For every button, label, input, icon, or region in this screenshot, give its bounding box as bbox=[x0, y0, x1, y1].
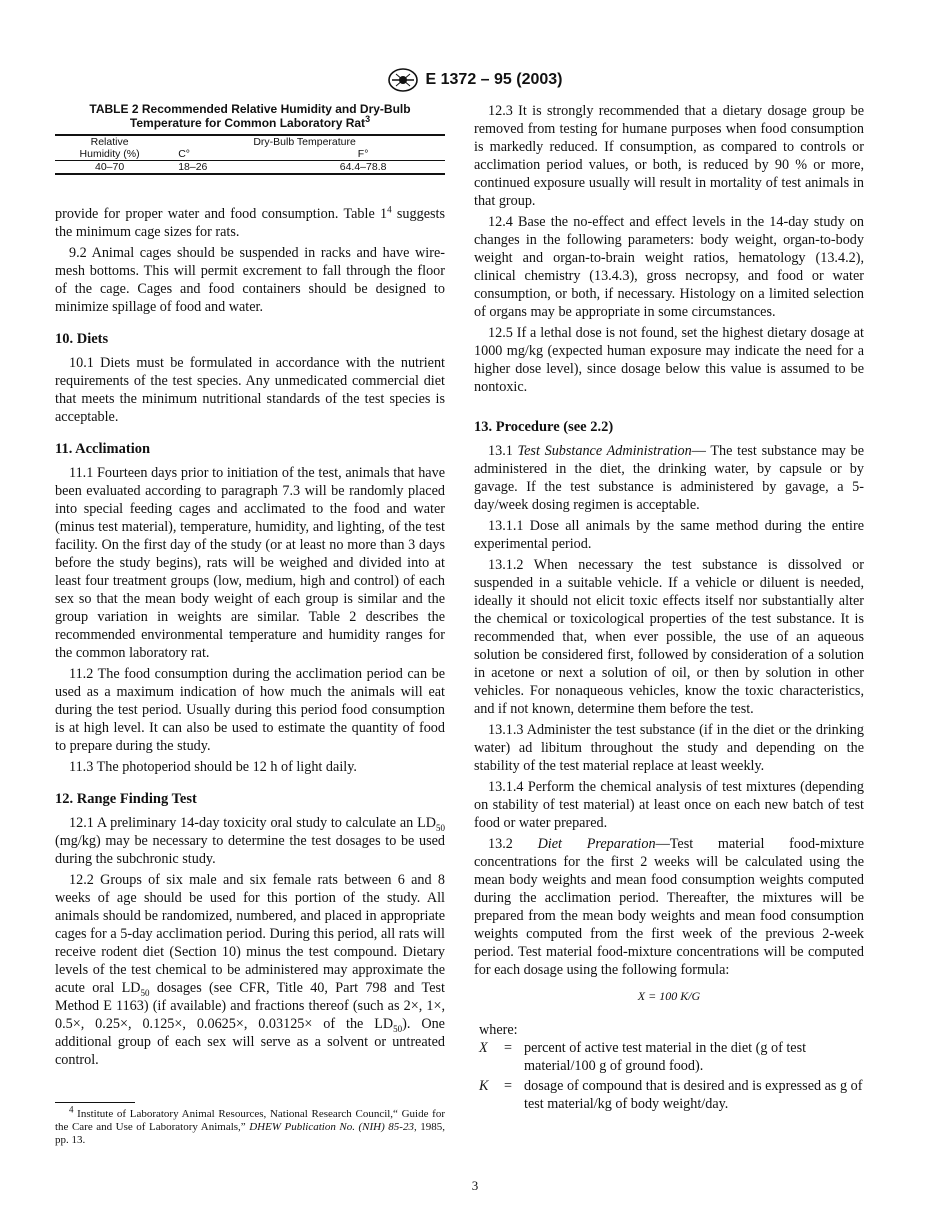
para-11-2: 11.2 The food consumption during the acclimation period can be used as a maximum indication of how much the animals will eat during the test period. Usually during this period food consumption is at high level. It can also be used to estimate the quantity of food to prepare during the study. bbox=[55, 666, 445, 754]
left-column bbox=[55, 102, 445, 1069]
para-12-4: 12.4 Base the no-effect and effect levels in the 14-day study on changes in the following parameters: body weight, organ-to-body weight and organ-to-brain weight ratios, hematology (13.4.2), clinical chemistry (13.4.3), gross necropsy, and food or water consumption, or both, if necessary. Histology on a limited selection of organs may be appropriate in some circumstances. bbox=[474, 214, 864, 320]
para-13-1-3: 13.1.3 Administer the test substance (if in the diet or the drinking water) ad libitum throughout the study and depending on the stability of the test material replace at least weekly. bbox=[474, 722, 864, 774]
para-12-1: 12.1 A preliminary 14-day toxicity oral study to calculate an $LD_{50}$ (mg/kg) may be necessary to determine the test dosages to be used during the subchronic study. bbox=[55, 815, 445, 867]
para-13-1-1: 13.1.1 Dose all animals by the same method during the entire experimental period. bbox=[474, 518, 864, 552]
para-11-3: 11.3 The photoperiod should be 12 h of light daily. bbox=[69, 759, 357, 775]
para-11-1: 11.1 Fourteen days prior to initiation of the test, animals that have been evaluated according to paragraph 7.3 will be randomly placed into special feeding cages and acclimated to the food and water (minus test material), temperature, humidity, and lighting, of the test facility. On the first day of the study (or at least no more than 3 days before the study begins), rats will be weighed and divided into at least four treatment groups (low, medium, high and control) of each sex so that the mean body weight of each group is similar and the group variation in weights are similar. Table 2 describes the recommended environmental temperature and humidity ranges for the common laboratory rat. bbox=[55, 465, 445, 661]
para-12-5: 12.5 If a lethal dose is not found, set the highest dietary dosage at 1000 mg/kg (expected human exposure may indicate the need for a higher dose level), since dosage below this value is assumed to be nontoxic. bbox=[474, 325, 864, 395]
table-2 bbox=[55, 134, 445, 175]
formula: X = 100 K/G bbox=[637, 989, 701, 1003]
footnote-4: $^4$ Institute of Laboratory Animal Resources, National Research Council,“ Guide for the Care and Use of Laboratory Animals,” DHEW Publication No. (NIH) 85-23, 1985, pp. 13. bbox=[55, 1104, 445, 1146]
para-13-2: 13.2 Diet Preparation—Test material food-mixture concentrations for the first 2 weeks will be calculated using the mean body weights and mean food consumption weights computed during the acclimation period. Thereafter, the mixtures will be prepared from the mean body weights and mean food consumption weights computed from the first week of the previous 2-week period. Test material food-mixture concentrations will be computed for each dosage using the following formula: bbox=[474, 836, 864, 978]
section-13-heading: 13. Procedure (see 2.2) bbox=[474, 419, 614, 435]
col-humidity-head-1: Relative bbox=[55, 135, 164, 148]
footnote-rule bbox=[55, 1102, 135, 1103]
cell-fahrenheit: 64.4–78.8 bbox=[281, 161, 445, 175]
table-2-caption: TABLE 2 Recommended Relative Humidity and Dry-Bulb Temperature for Common Laboratory Rat$^3$ bbox=[89, 102, 411, 130]
para-10-1: 10.1 Diets must be formulated in accordance with the nutrient requirements of the test species. Any unmedicated commercial diet that meets the minimum nutritional standards of the test species is acceptable. bbox=[55, 355, 445, 425]
para-13-1-4: 13.1.4 Perform the chemical analysis of test mixtures (depending on stability of test material) at least once on each new batch of test food or water prepared. bbox=[474, 779, 864, 831]
para-13-1-2: 13.1.2 When necessary the test substance is dissolved or suspended in a suitable vehicle. If a vehicle or diluent is needed, ideally it should not elicit toxic effects itself nor substantially alter the chemical or toxicological properties of the test substance. It is recommended that, when ever possible, the use of an aqueous solution be considered first, followed by consideration of a solution in acetone or next a solution of oil, or then by solution in other vehicles. For nonaqueous vehicles, know the toxic characteristics, and if not known, determine them before the test. bbox=[474, 557, 864, 717]
section-10-heading: 10. Diets bbox=[55, 331, 109, 347]
section-12-heading: 12. Range Finding Test bbox=[55, 791, 197, 807]
definition-x: X = percent of active test material in the diet (g of test material/100 g of ground food). bbox=[479, 1040, 807, 1074]
cell-humidity: 40–70 bbox=[55, 161, 164, 175]
para-9-1-cont: provide for proper water and food consumption. Table $1^4$ suggests the minimum cage sizes for rats. bbox=[55, 204, 445, 240]
para-12-2: 12.2 Groups of six male and six female rats between 6 and 8 weeks of age should be used for this portion of the study. All animals should be randomized, numbered, and placed in appropriate cages for a 5-day acclimation period. During this period, all rats will receive rodent diet (Section 10) minus the test compound. Dietary levels of the test chemical to be administered may approximate the acute oral $LD_{50}$ dosages (see CFR, Title 40, Part 798 and Test Method E 1163) (if available) and fractions thereof (such as 2×, 1×, 0.5×, 0.25×, 0.125×, 0.0625×, 0.03125× of the $LD_{50}$). One additional group of each sex will serve as a solvent or untreated control. bbox=[55, 872, 445, 1068]
cell-celsius: 18–26 bbox=[164, 161, 281, 175]
document-id: E 1372 – 95 (2003) bbox=[425, 71, 563, 88]
para-13-1: 13.1 Test Substance Administration— The test substance may be administered in the diet, the drinking water, by capsule or by gavage. If the test substance is administered by gavage, a 5-day/week dosing regimen is acceptable. bbox=[474, 443, 864, 513]
para-12-3: 12.3 It is strongly recommended that a dietary dosage group be removed from testing for humane purposes when food consumption is markedly reduced. If consumption, as compared to controls or acclimation period values, or both, is reduced by 90 % or more, continued exposure usually will result in mortality of test animals in that group. bbox=[474, 103, 864, 209]
section-11-heading: 11. Acclimation bbox=[55, 441, 151, 457]
col-f-head: F° bbox=[357, 148, 369, 160]
astm-logo-icon bbox=[388, 68, 418, 92]
right-column bbox=[474, 102, 864, 1115]
para-9-2: 9.2 Animal cages should be suspended in racks and have wire-mesh bottoms. This will permit excrement to fall through the floor of the cage. Cages and food containers should be designed to minimize spillage of food and water. bbox=[55, 245, 445, 315]
where-label: where: bbox=[479, 1022, 518, 1038]
col-temp-head: Dry-Bulb Temperature bbox=[164, 135, 445, 148]
page-number: 3 bbox=[471, 1178, 479, 1193]
col-c-head: C° bbox=[178, 148, 190, 160]
page-header bbox=[0, 68, 950, 92]
definition-k: K = dosage of compound that is desired and is expressed as g of test material/kg of body weight/day. bbox=[479, 1078, 863, 1112]
col-humidity-head-2: Humidity (%) bbox=[79, 148, 140, 160]
